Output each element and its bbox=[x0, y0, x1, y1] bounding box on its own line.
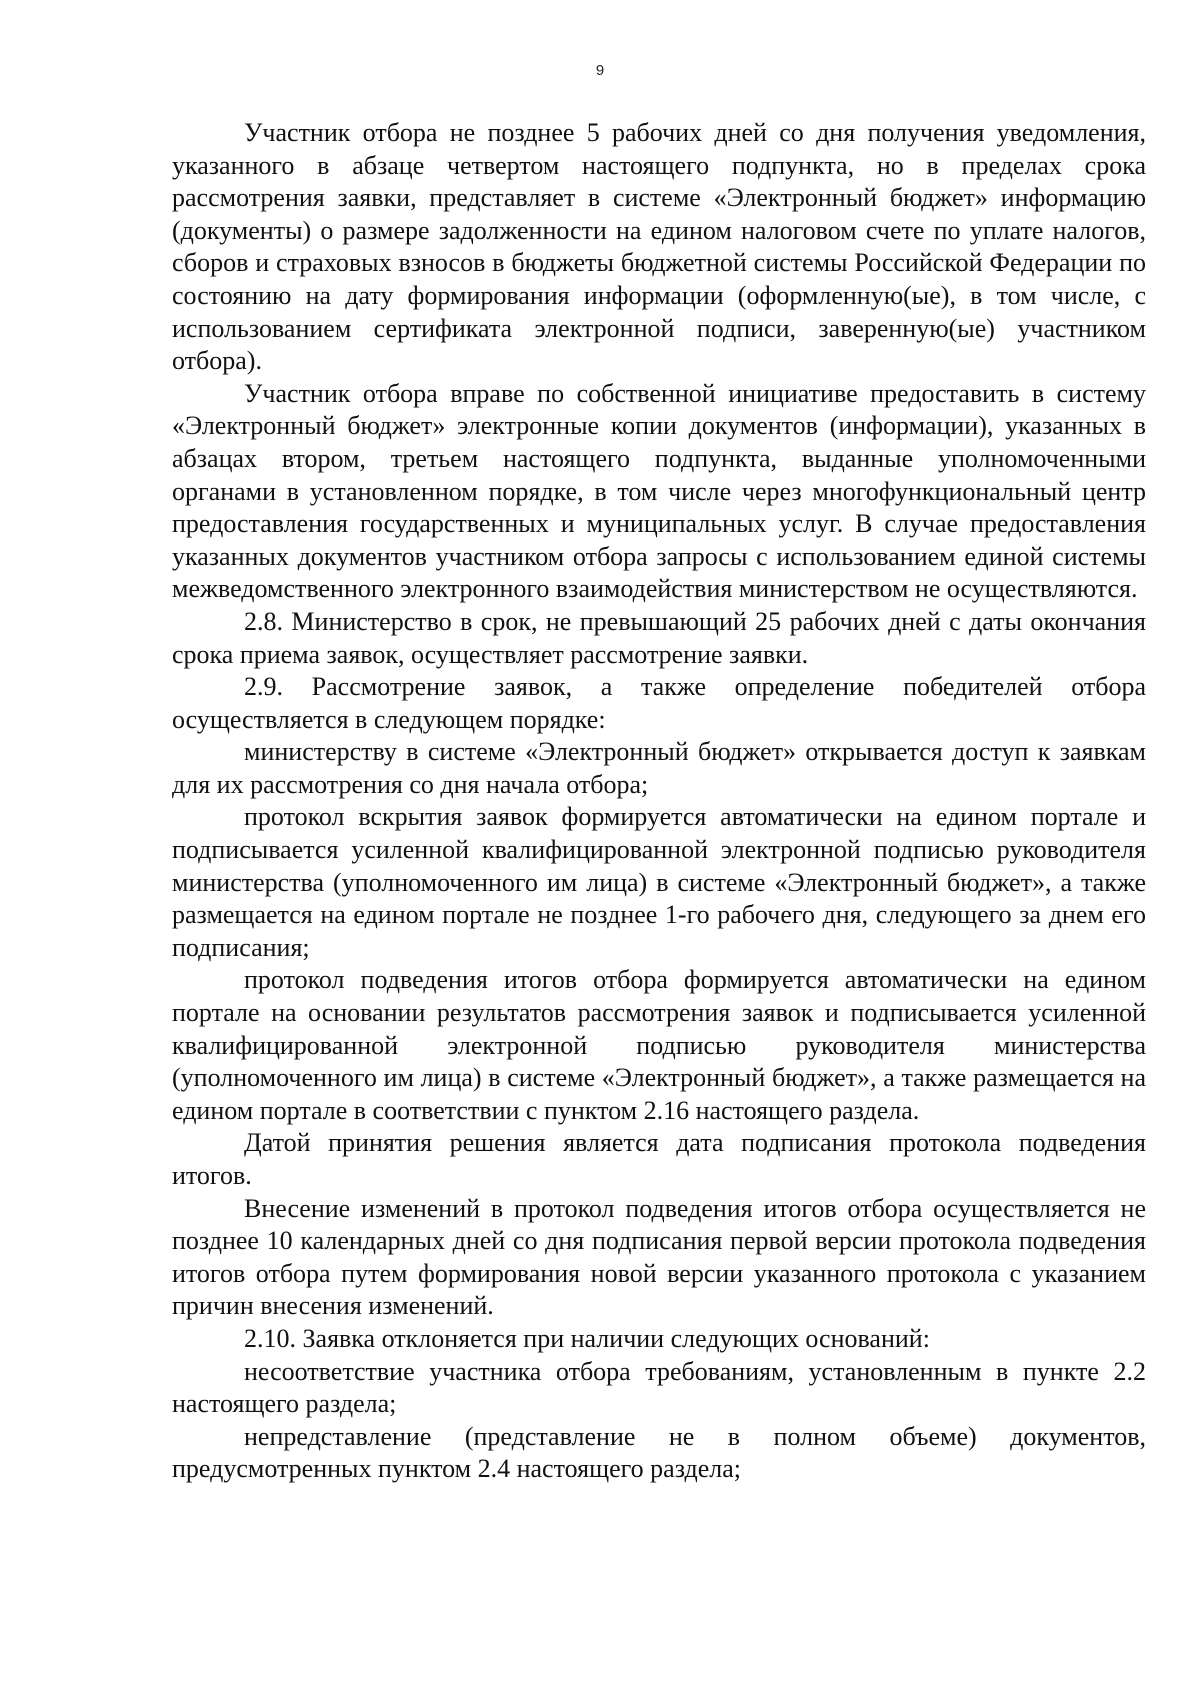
paragraph-results-protocol: протокол подведения итогов отбора формируется автоматически на едином портале на основании результатов рассмотрения заявок и подписывается усиленной квалифицированной электронной подписью руководителя министерства (уполномоченного им лица) в системе «Электронный бюджет», а также размещается на едином портале в соответствии с пунктом 2.16 настоящего раздела. bbox=[172, 965, 1146, 1125]
paragraph-opening-protocol: протокол вскрытия заявок формируется автоматически на едином портале и подписывается усиленной квалифицированной электронной подписью руководителя министерства (уполномоченного им лица) в системе «Электронный бюджет», а также размещается на едином портале не позднее 1-го рабочего дня, следующего за днем его подписания; bbox=[172, 802, 1146, 962]
paragraph-2-9-review-order: 2.9. Рассмотрение заявок, а также определение победителей отбора осуществляется в следующем порядке: bbox=[172, 672, 1146, 734]
paragraph-participant-debt-info: Участник отбора не позднее 5 рабочих дней со дня получения уведомления, указанного в абзаце четвертом настоящего подпункта, но в пределах срока рассмотрения заявки, представляет в системе «Электронный бюджет» информацию (документы) о размере задолженности на едином налоговом счете по уплате налогов, сборов и страховых взносов в бюджеты бюджетной системы Российской Федерации по состоянию на дату формирования информации (оформленную(ые), в том числе, с использованием сертификата электронной подписи, заверенную(ые) участником отбора). bbox=[172, 118, 1146, 376]
paragraph-ministry-access: министерству в системе «Электронный бюджет» открывается доступ к заявкам для их рассмотрения со дня начала отбора; bbox=[172, 737, 1146, 799]
paragraph-participant-own-initiative: Участник отбора вправе по собственной инициативе предоставить в систему «Электронный бюджет» электронные копии документов (информации), указанных в абзацах втором, третьем настоящего подпункта, выданные уполномоченными органами в установленном порядке, в том числе через многофункциональный центр предоставления государственных и муниципальных услуг. В случае предоставления указанных документов участником отбора запросы с использованием единой системы межведомственного электронного взаимодействия министерством не осуществляются. bbox=[172, 378, 1146, 604]
paragraph-protocol-changes: Внесение изменений в протокол подведения итогов отбора осуществляется не позднее 10 календарных дней со дня подписания первой версии протокола подведения итогов отбора путем формирования новой версии указанного протокола с указанием причин внесения изменений. bbox=[172, 1193, 1146, 1321]
paragraph-rejection-nonconformity: несоответствие участника отбора требованиям, установленным в пункте 2.2 настоящего раздела; bbox=[172, 1356, 1146, 1419]
paragraph-decision-date: Датой принятия решения является дата подписания протокола подведения итогов. bbox=[172, 1128, 1146, 1190]
document-body bbox=[172, 117, 1146, 1486]
paragraph-2-8-review-term: 2.8. Министерство в срок, не превышающий 25 рабочих дней с даты окончания срока приема заявок, осуществляет рассмотрение заявки. bbox=[172, 606, 1146, 669]
page-number: 9 bbox=[595, 62, 605, 79]
paragraph-2-10-rejection-grounds: 2.10. Заявка отклоняется при наличии следующих оснований: bbox=[244, 1323, 930, 1353]
paragraph-rejection-missing-documents: непредставление (представление не в полном объеме) документов, предусмотренных пунктом 2.4 настоящего раздела; bbox=[172, 1421, 1146, 1484]
